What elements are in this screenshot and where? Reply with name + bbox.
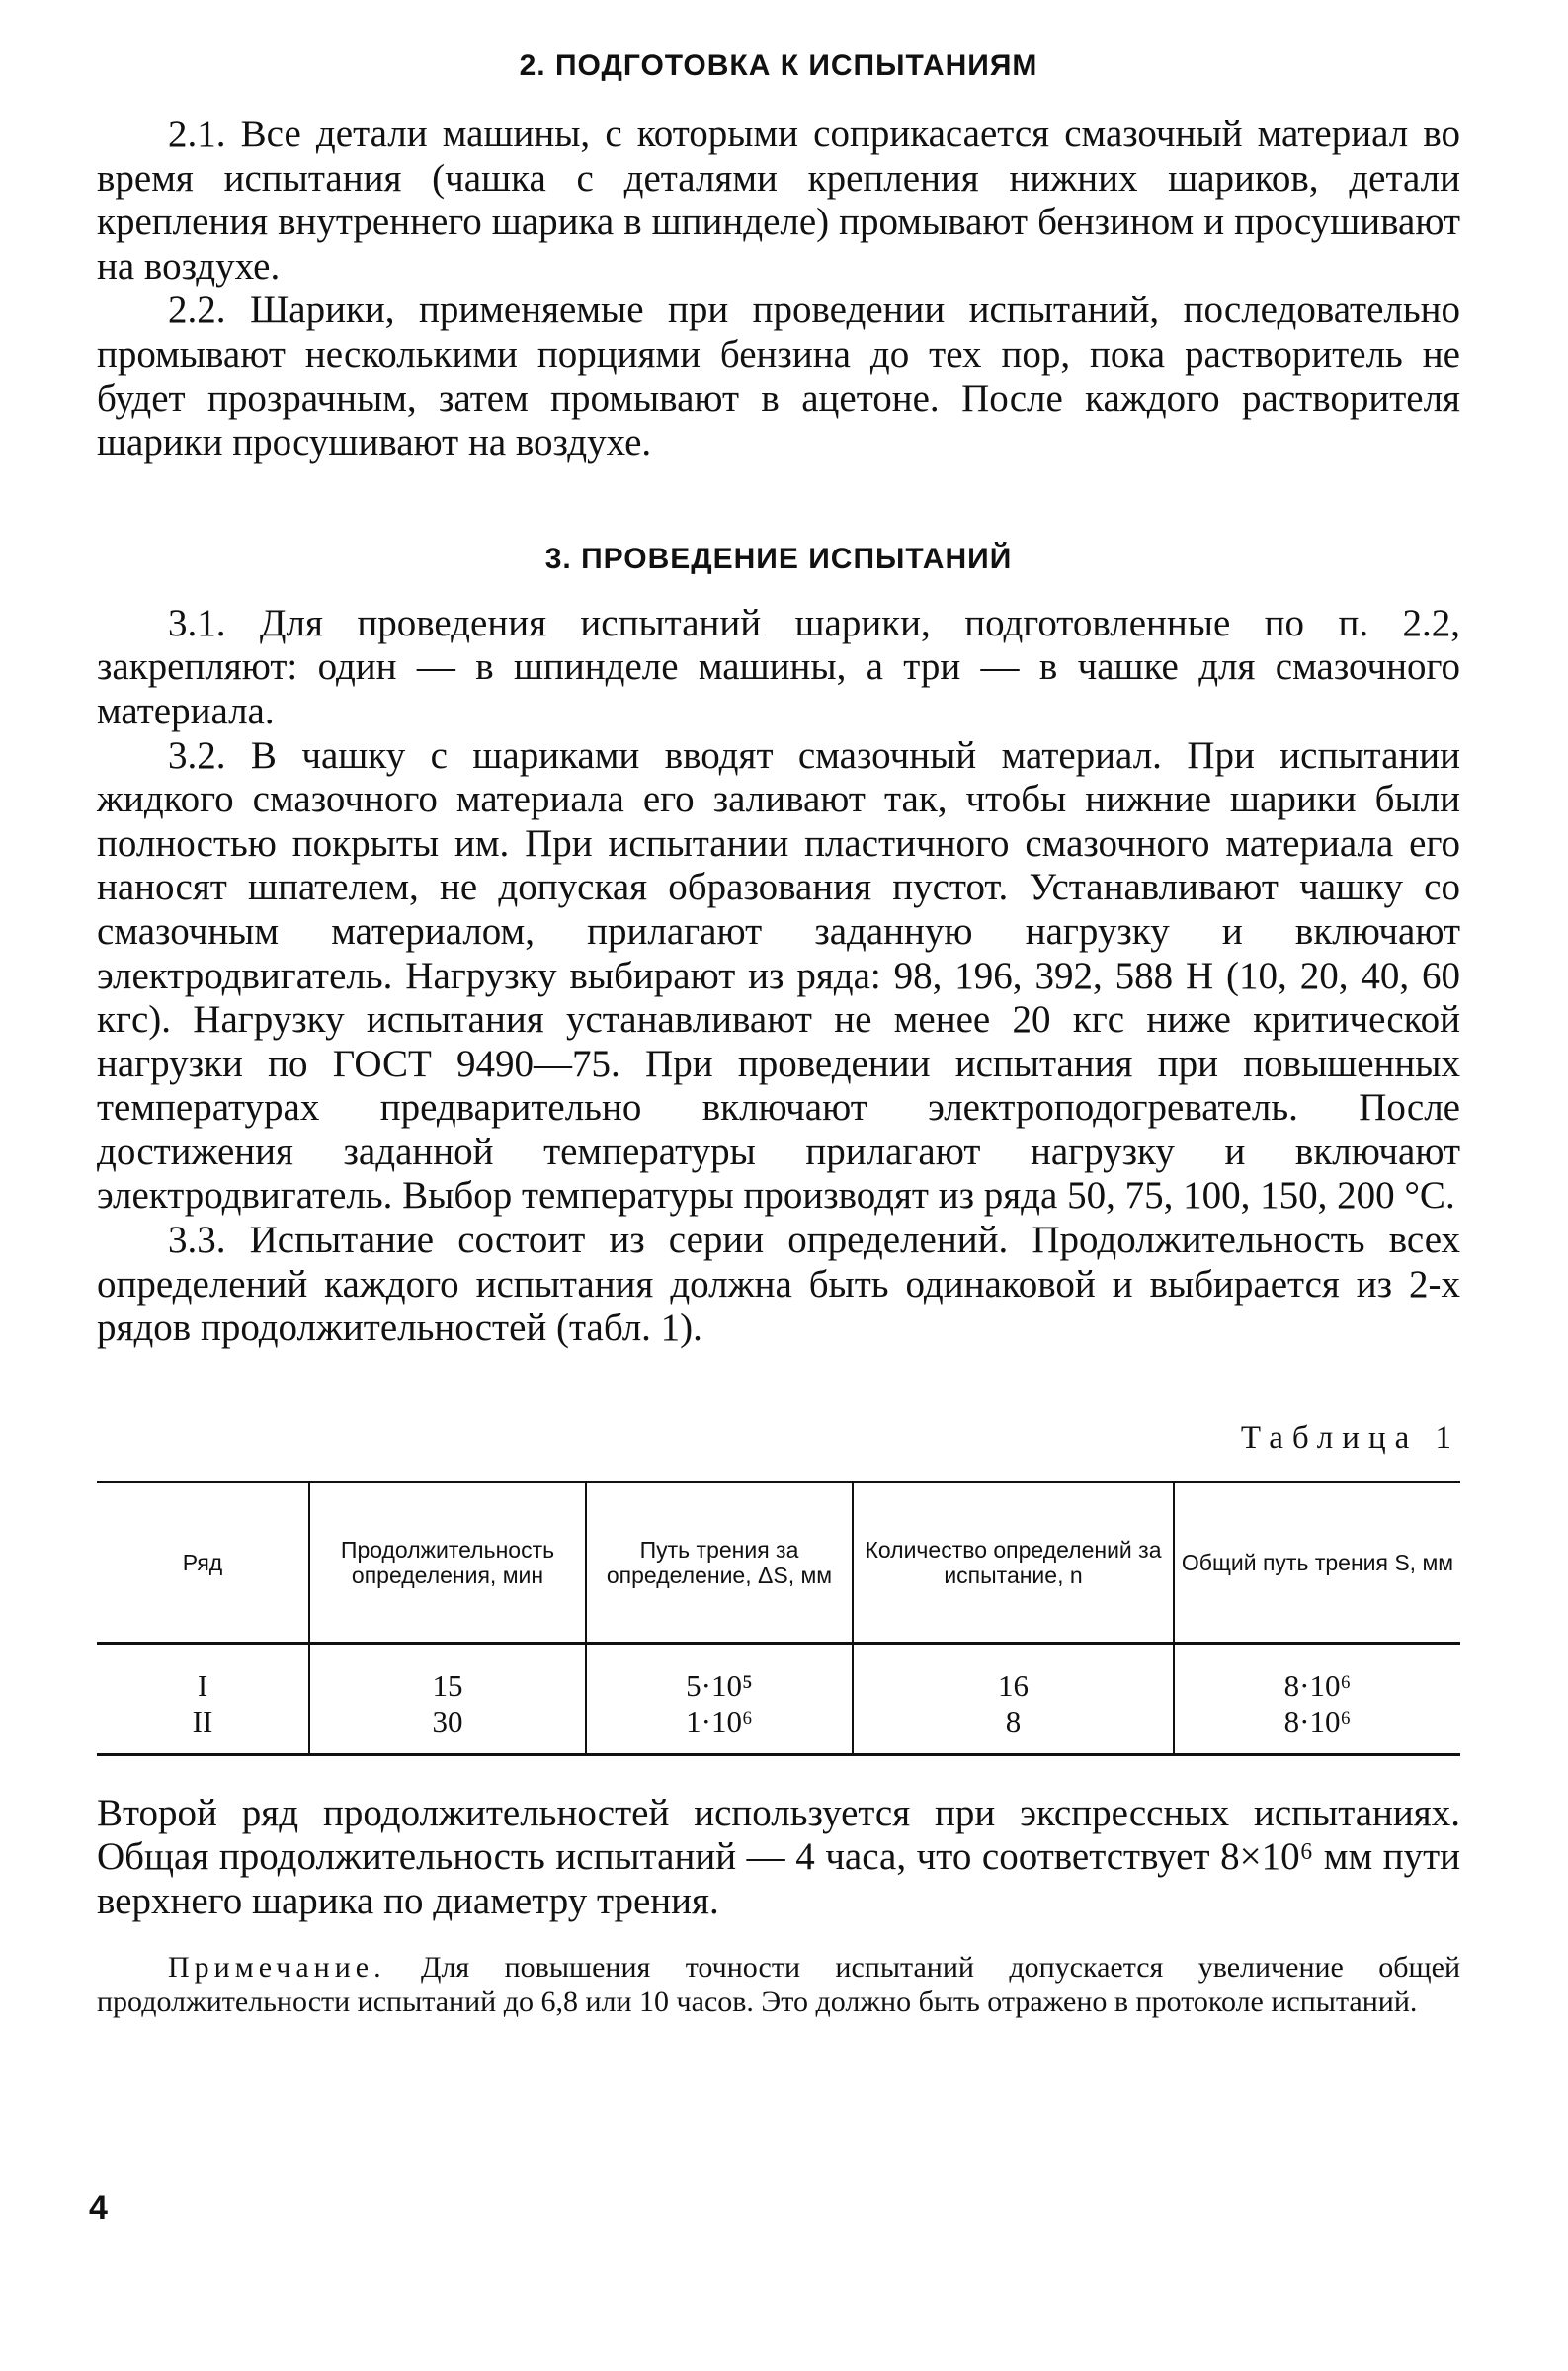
table-cell: 8·10⁶ [1174,1704,1460,1755]
header-total-path: Общий путь трения S, мм [1174,1482,1460,1643]
header-row-number: Ряд [97,1482,309,1643]
table-cell: 8·10⁶ [1174,1643,1460,1704]
page-number: 4 [89,2189,108,2227]
note-text: Для повышения точности испытаний допускается увеличение общей продолжительности испытаний до 6,8 или 10 часов. Это должно быть отражено в протоколе испытаний. [97,1950,1460,2018]
table-cell: 1·10⁶ [586,1704,853,1755]
header-duration: Продолжительность определения, мин [309,1482,586,1643]
table-cell: 15 [309,1643,586,1704]
table-cell: 16 [853,1643,1174,1704]
table-caption: Таблица 1 [1240,1419,1460,1456]
section-3-heading: 3. ПРОВЕДЕНИЕ ИСПЫТАНИЙ [544,542,1013,575]
paragraph-3-2: 3.2. В чашку с шариками вводят смазочный материал. При испытании жидкого смазочного материала его заливают так, чтобы нижние шарики были полностью покрыты им. При испытании пластичного смазочного материала его наносят шпателем, не допуская образования пустот. Устанавливают чашку со смазочным материалом, прилагают заданную нагрузку и включают электродвигатель. Нагрузку выбирают из ряда: 98, 196, 392, 588 Н (10, 20, 40, 60 кгс). Нагрузку испытания устанавливают не менее 20 кгс ниже критической нагрузки по ГОСТ 9490—75. При проведении испытания при повышенных температурах предварительно включают электроподогреватель. После достижения заданной температуры прилагают нагрузку и включают электродвигатель. Выбор температуры производят из ряда 50, 75, 100, 150, 200 °С. [97,733,1460,1218]
after-table-paragraph: Второй ряд продолжительностей используется при экспрессных испытаниях. Общая продолжительность испытаний — 4 часа, что соответствует 8×10⁶ мм пути верхнего шарика по диаметру трения. [97,1791,1460,1923]
table-cell: II [192,1703,213,1738]
paragraph-3-1: 3.1. Для проведения испытаний шарики, подготовленные по п. 2.2, закрепляют: один — в шпинделе машины, а три — в чашке для смазочного материала. [97,601,1460,732]
header-friction-path: Путь трения за определение, ΔS, мм [586,1482,853,1643]
table-row [97,1643,1460,1704]
page-content [97,49,1460,2019]
header-count: Количество определений за испытание, n [853,1482,1174,1643]
section-2-heading: 2. ПОДГОТОВКА К ИСПЫТАНИЯМ [519,49,1038,82]
table-cell: I [197,1667,208,1703]
table-1 [97,1481,1460,1756]
note [97,1950,1460,2019]
table-header-row [97,1482,1460,1643]
paragraph-3-3: 3.3. Испытание состоит из серии определений. Продолжительность всех определений каждого испытания должна быть одинаковой и выбирается из 2-х рядов продолжительностей (табл. 1). [97,1219,1460,1350]
table-cell: 5·10⁵ [586,1643,853,1704]
paragraph-2-2: 2.2. Шарики, применяемые при проведении испытаний, последовательно промывают несколькими порциями бензина до тех пор, пока растворитель не будет прозрачным, затем промывают в ацетоне. После каждого растворителя шарики просушивают на воздухе. [97,289,1460,465]
note-label: Примечание. [168,1950,386,1984]
table-row [97,1704,1460,1755]
table-cell: 8 [853,1704,1174,1755]
table-cell: 30 [309,1704,586,1755]
paragraph-2-1: 2.1. Все детали машины, с которыми соприкасается смазочный материал во время испытания (чашка с деталями крепления нижних шариков, детали крепления внутреннего шарика в шпинделе) промывают бензином и просушивают на воздухе. [97,113,1460,288]
